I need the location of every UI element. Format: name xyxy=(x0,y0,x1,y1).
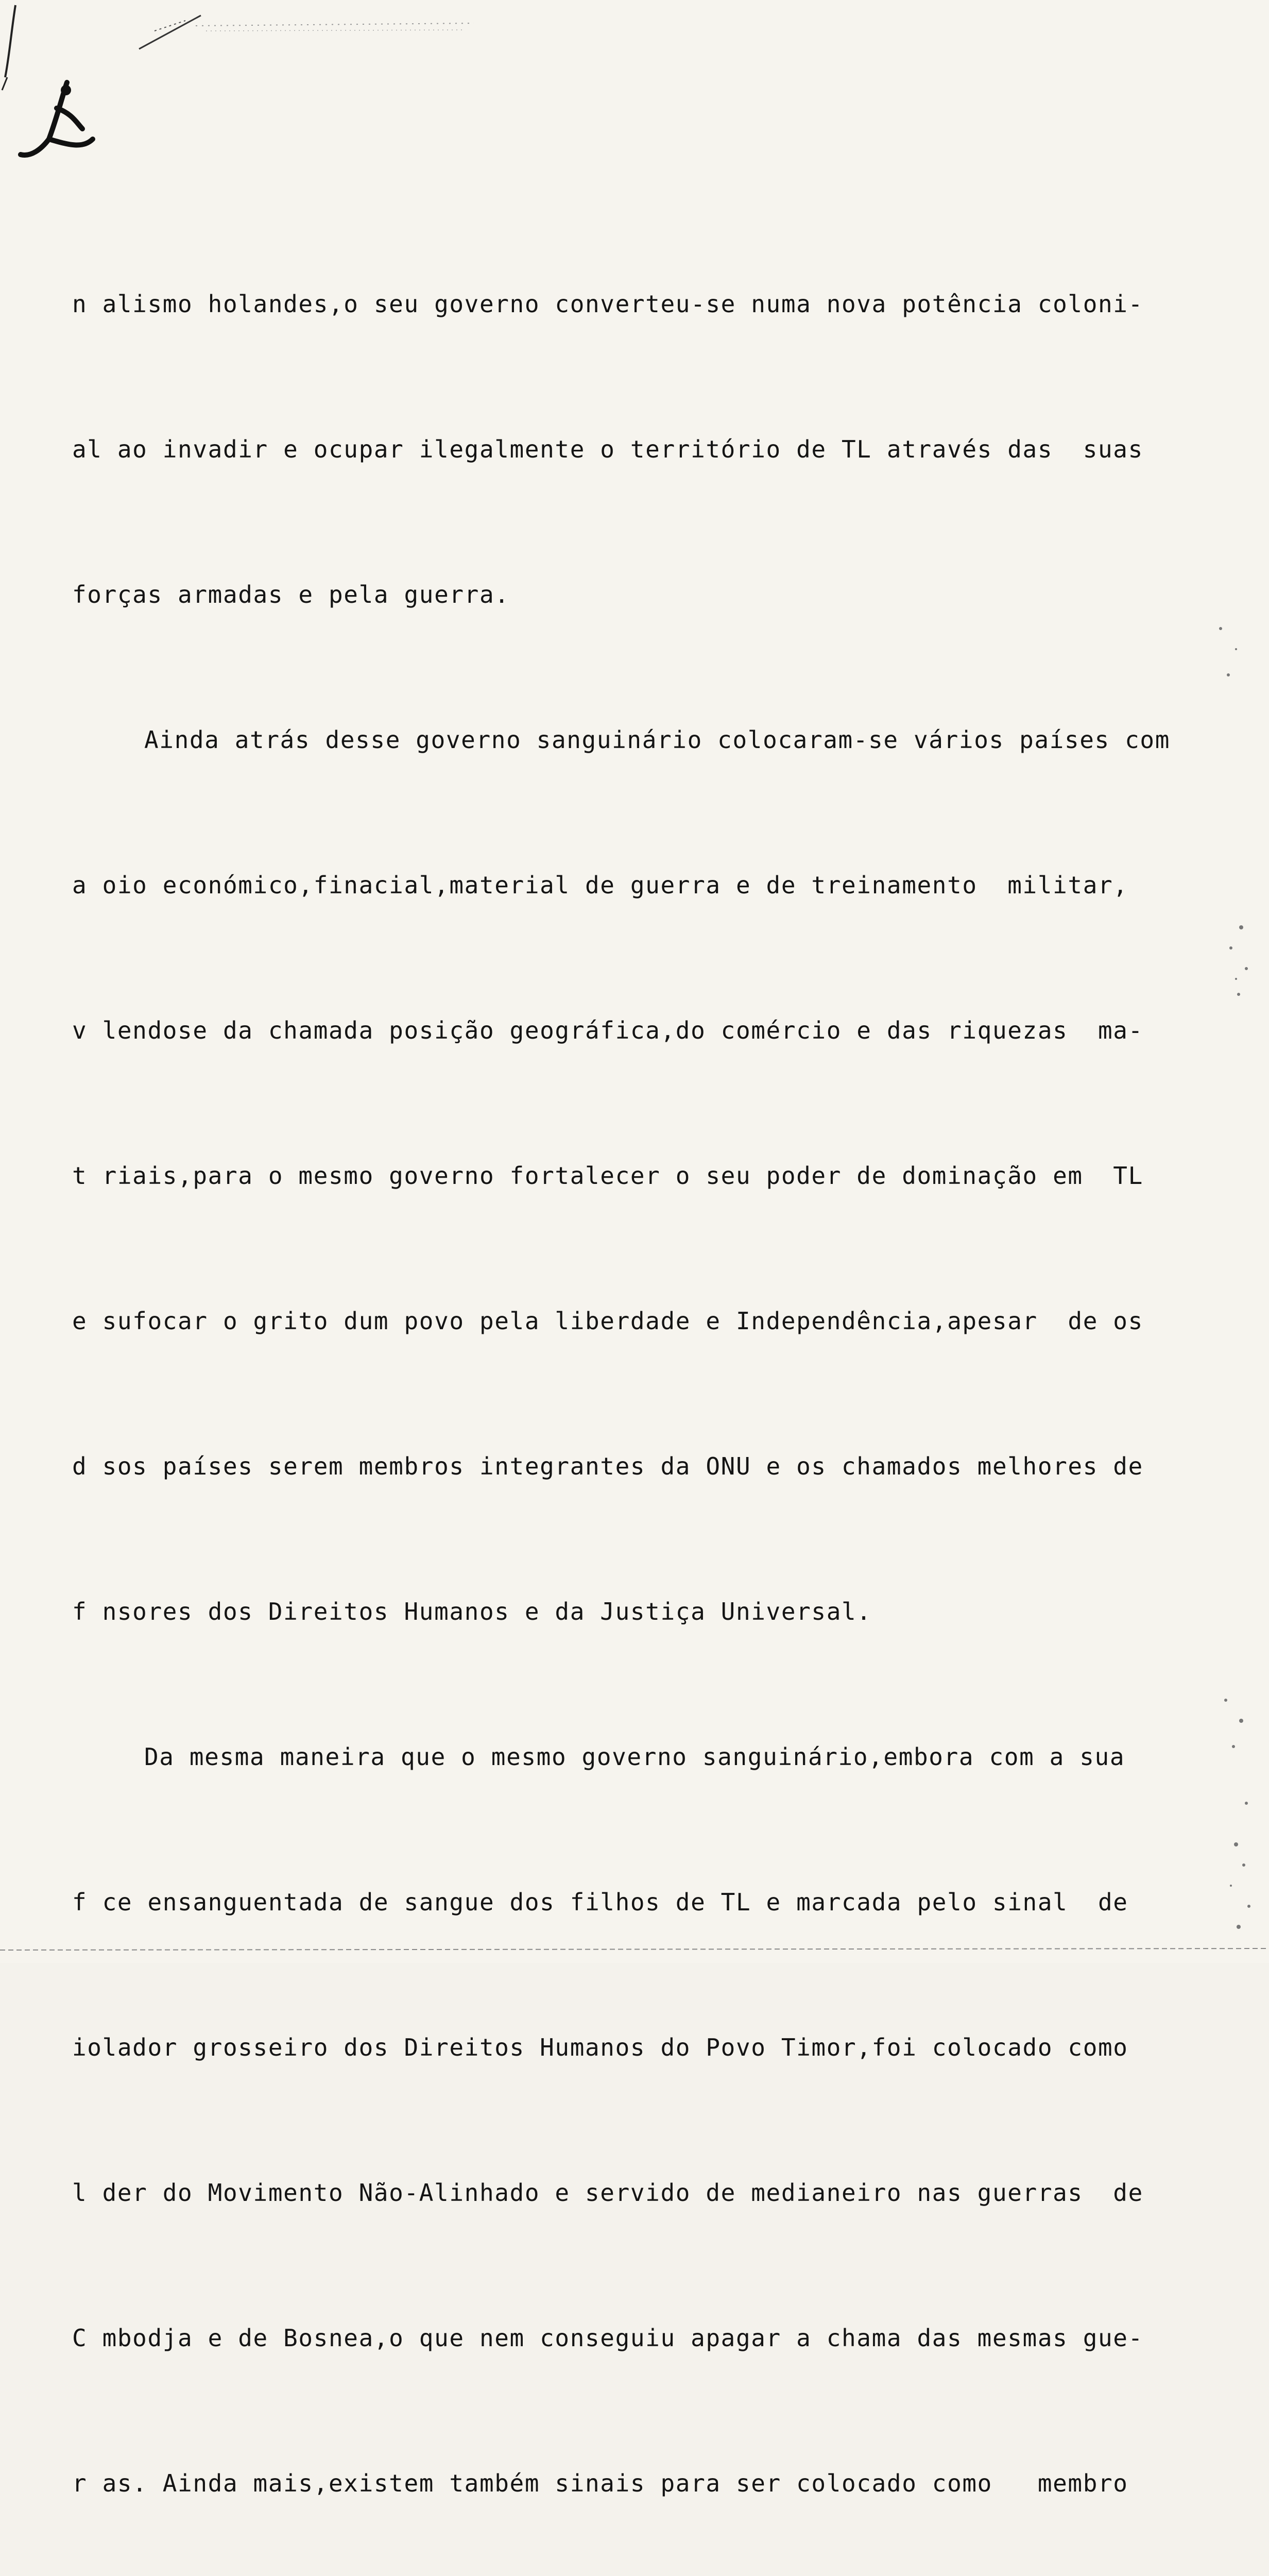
text-line: d sos países serem membros integrantes da ONU e os chamados melhores de xyxy=(72,1452,1143,1480)
text-line: al ao invadir e ocupar ilegalmente o território de TL através das suas xyxy=(72,435,1143,463)
paragraph-start-line: Da mesma maneira que o mesmo governo sanguinário,embora com a sua xyxy=(144,1743,1125,1771)
paragraph-start-line: Ainda atrás desse governo sanguinário colocaram-se vários países com xyxy=(144,726,1171,754)
document-body xyxy=(72,183,1210,2576)
text-line: f nsores dos Direitos Humanos e da Justiça Universal. xyxy=(72,1598,872,1625)
top-dotted-marks xyxy=(196,0,484,36)
text-line: iolador grosseiro dos Direitos Humanos do Povo Timor,foi colocado como xyxy=(72,2033,1128,2061)
handwritten-mark xyxy=(0,0,216,175)
text-line: f ce ensanguentada de sangue dos filhos de TL e marcada pelo sinal de xyxy=(72,1888,1128,1916)
text-line: n alismo holandes,o seu governo converteu-se numa nova potência coloni- xyxy=(72,290,1143,318)
text-line: forças armadas e pela guerra. xyxy=(72,581,510,608)
text-line: C mbodja e de Bosnea,o que nem conseguiu apagar a chama das mesmas gue- xyxy=(72,2324,1143,2352)
text-line: v lendose da chamada posição geográfica,do comércio e das riquezas ma- xyxy=(72,1016,1143,1044)
text-line: l der do Movimento Não-Alinhado e servido de medianeiro nas guerras de xyxy=(72,2179,1143,2207)
text-line: e sufocar o grito dum povo pela liberdade e Independência,apesar de os xyxy=(72,1307,1143,1335)
text-line: r as. Ainda mais,existem também sinais para ser colocado como membro xyxy=(72,2469,1128,2497)
text-line: a oio económico,finacial,material de guerra e de treinamento militar, xyxy=(72,871,1128,899)
text-line: t riais,para o mesmo governo fortalecer o seu poder de dominação em TL xyxy=(72,1162,1143,1190)
